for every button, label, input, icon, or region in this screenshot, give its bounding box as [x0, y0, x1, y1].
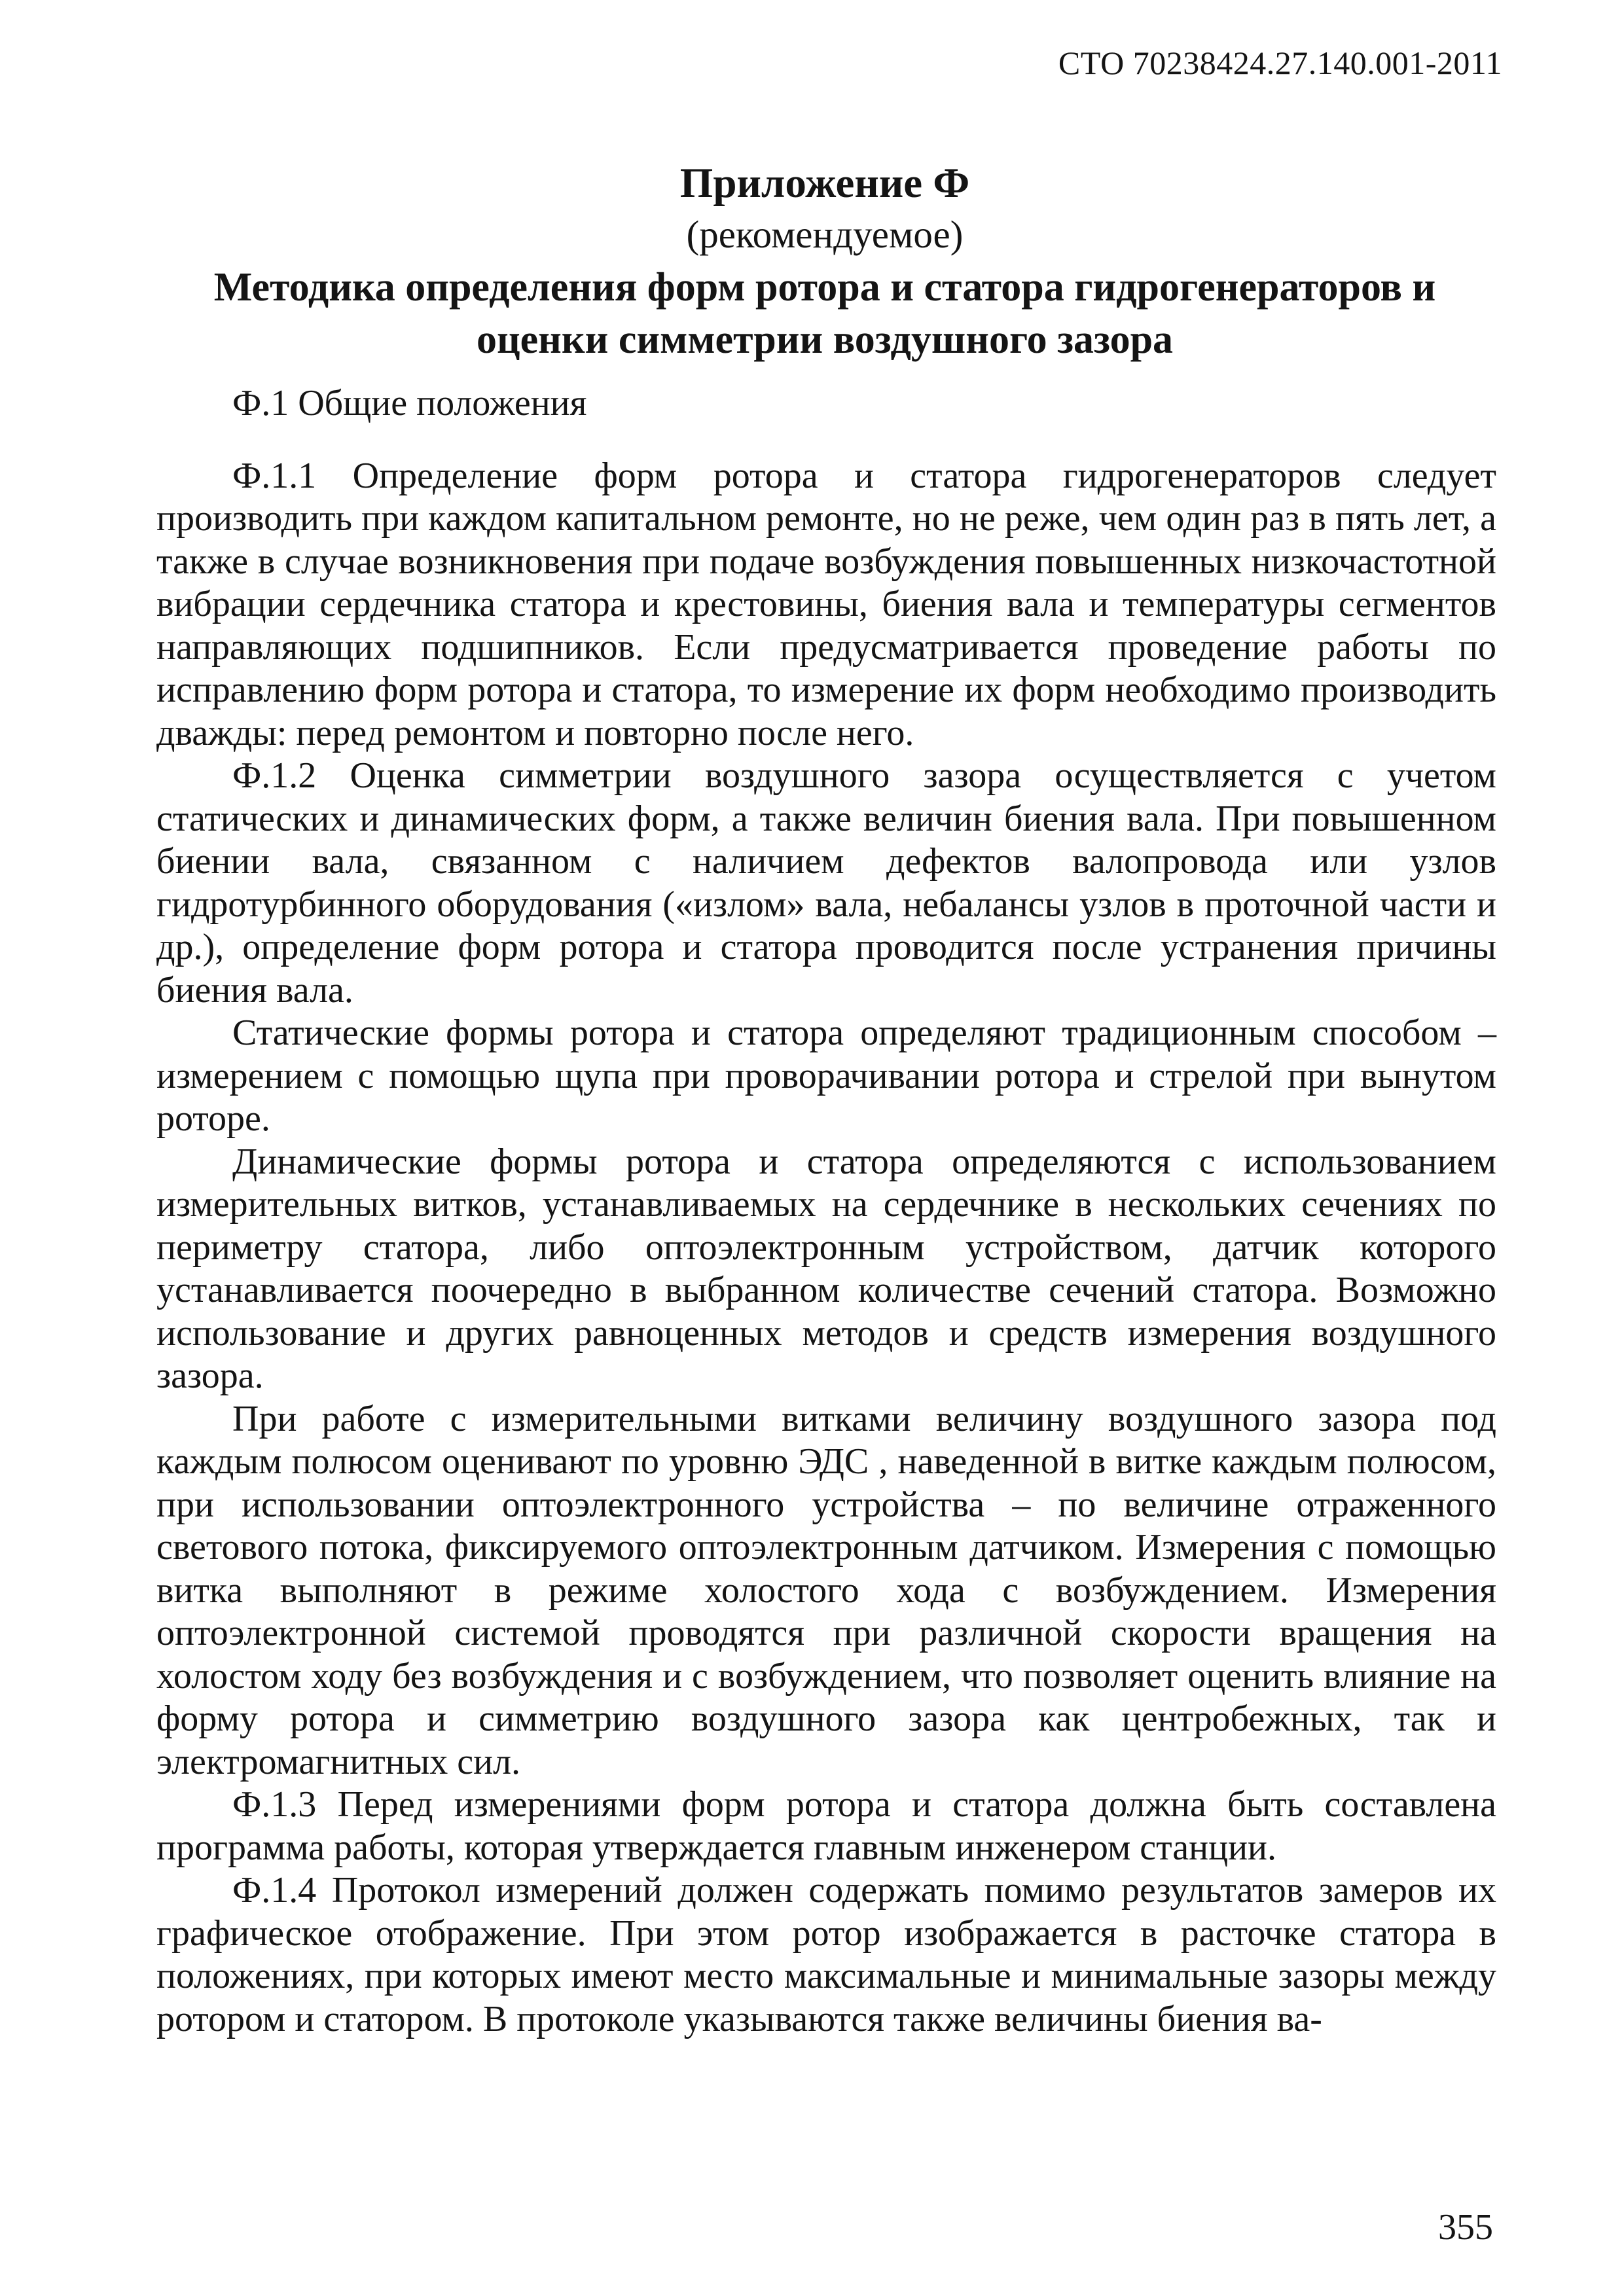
paragraph-static-forms: Статические формы ротора и статора определяют традиционным способом – измерением с помощью щупа при проворачивании ротора и стрелой при вынутом роторе. [156, 1013, 1496, 1139]
appendix-label: Приложение Ф [679, 160, 970, 207]
page-number: 355 [1438, 2207, 1493, 2248]
paragraph-dynamic-forms: Динамические формы ротора и статора определяются с использованием измерительных витков, устанавливаемых на сердечнике в нескольких сечениях по периметру статора, либо оптоэлектронным устройством, датчик которого устанавливается поочередно в выбранном количестве сечений статора. Возможно использование и других равноценных методов и средств измерения воздушного зазора. [156, 1141, 1496, 1396]
paragraph-f-1-1: Ф.1.1 Определение форм ротора и статора гидрогенераторов следует производить при каждом капитальном ремонте, но не реже, чем один раз в пять лет, а также в случае возникновения при подаче возбуждения повышенных низкочастотной вибрации сердечника статора и крестовины, биения вала и температуры сегментов направляющих подшипников. Если предусматривается проведение работы по исправлению форм ротора и статора, то измерение их форм необходимо производить дважды: перед ремонтом и повторно после него. [156, 455, 1496, 753]
paragraph-f-1-2: Ф.1.2 Оценка симметрии воздушного зазора осуществляется с учетом статических и динамических форм, а также величин биения вала. При повышенном биении вала, связанном с наличием дефектов валопровода или узлов гидротурбинного оборудования («излом» вала, небалансы узлов в проточной части и др.), определение форм ротора и статора проводится после устранения причины биения вала. [156, 755, 1496, 1011]
paragraph-f-1-3: Ф.1.3 Перед измерениями форм ротора и статора должна быть составлена программа работы, которая утверждается главным инженером станции. [156, 1784, 1496, 1868]
document-body [156, 382, 1496, 2041]
section-heading: Ф.1 Общие положения [232, 383, 587, 423]
appendix-title [157, 261, 1492, 366]
appendix-title-line-1: Методика определения форм ротора и статора гидрогенераторов и [213, 265, 1436, 310]
paragraph-f-1-4: Ф.1.4 Протокол измерений должен содержать помимо результатов замеров их графическое отображение. При этом ротор изображается в расточке статора в положениях, при которых имеют место максимальные и минимальные зазоры между ротором и статором. В протоколе указываются также величины биения ва- [156, 1870, 1496, 2039]
paragraph-measuring-coils: При работе с измерительными витками величину воздушного зазора под каждым полюсом оценивают по уровню ЭДС , наведенной в витке каждым полюсом, при использовании оптоэлектронного устройства – по величине отраженного светового потока, фиксируемого оптоэлектронным датчиком. Измерения с помощью витка выполняют в режиме холостого хода с возбуждением. Измерения оптоэлектронной системой проводятся при различной скорости вращения на холостом ходу без возбуждения и с возбуждением, что позволяет оценить влияние на форму ротора и симметрию воздушного зазора как центробежных, так и электромагнитных сил. [156, 1398, 1496, 1782]
appendix-title-line-2: оценки симметрии воздушного зазора [476, 317, 1174, 362]
appendix-header [157, 157, 1492, 366]
document-code: СТО 70238424.27.140.001-2011 [1058, 45, 1502, 81]
appendix-kind: (рекомендуемое) [686, 213, 964, 256]
